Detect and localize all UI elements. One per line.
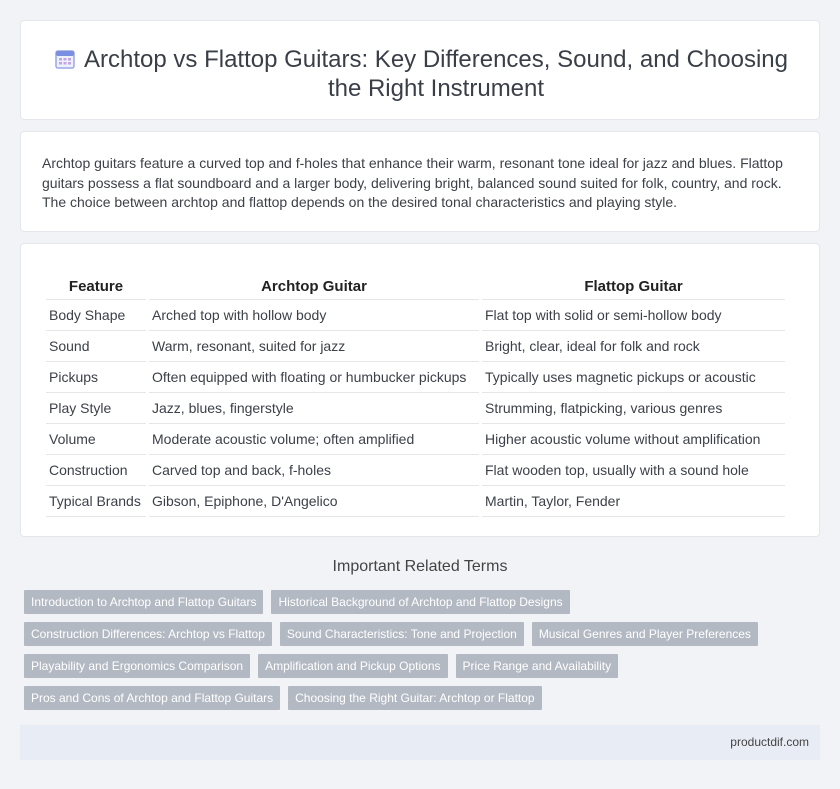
table-cell: Arched top with hollow body [149, 300, 479, 331]
related-terms [24, 590, 824, 718]
table-cell: Carved top and back, f-holes [149, 455, 479, 486]
table-cell: Bright, clear, ideal for folk and rock [482, 331, 785, 362]
related-term-link[interactable]: Musical Genres and Player Preferences [532, 622, 758, 646]
table-cell: Moderate acoustic volume; often amplified [149, 424, 479, 455]
table-cell: Flat top with solid or semi-hollow body [482, 300, 785, 331]
related-term-link[interactable]: Choosing the Right Guitar: Archtop or Flattop [288, 686, 541, 710]
table-row [46, 362, 785, 393]
related-term-link[interactable]: Sound Characteristics: Tone and Projection [280, 622, 524, 646]
related-term-link[interactable]: Amplification and Pickup Options [258, 654, 447, 678]
comparison-card [20, 243, 820, 537]
related-term-link[interactable]: Pros and Cons of Archtop and Flattop Guitars [24, 686, 280, 710]
table-row [46, 455, 785, 486]
table-cell: Pickups [46, 362, 146, 393]
related-term-link[interactable]: Playability and Ergonomics Comparison [24, 654, 250, 678]
header-card [20, 20, 820, 120]
intro-text: Archtop guitars feature a curved top and f-holes that enhance their warm, resonant tone ideal for jazz and blues. Flattop guitars possess a flat soundboard and a larger body, delivering bright, balanced sound suited for folk, country, and rock. The choice between archtop and flattop depends on the desired tonal characteristics and playing style. [42, 155, 783, 210]
intro-card [20, 131, 820, 232]
footer [20, 725, 820, 760]
table-cell: Often equipped with floating or humbucker pickups [149, 362, 479, 393]
table-cell: Warm, resonant, suited for jazz [149, 331, 479, 362]
table-cell: Body Shape [46, 300, 146, 331]
related-term-link[interactable]: Construction Differences: Archtop vs Flattop [24, 622, 272, 646]
column-header: Flattop Guitar [482, 274, 785, 300]
table-cell: Construction [46, 455, 146, 486]
page-title: Archtop vs Flattop Guitars: Key Differences, Sound, and Choosing the Right Instrument [84, 46, 788, 102]
table-cell: Jazz, blues, fingerstyle [149, 393, 479, 424]
table-cell: Typical Brands [46, 486, 146, 517]
table-row [46, 300, 785, 331]
related-term-link[interactable]: Historical Background of Archtop and Flattop Designs [271, 590, 569, 614]
table-cell: Volume [46, 424, 146, 455]
related-terms-title: Important Related Terms [332, 558, 508, 575]
table-cell: Flat wooden top, usually with a sound hole [482, 455, 785, 486]
related-term-link[interactable]: Price Range and Availability [456, 654, 619, 678]
table-cell: Play Style [46, 393, 146, 424]
table-row [46, 486, 785, 517]
column-header: Feature [46, 274, 146, 300]
table-cell: Gibson, Epiphone, D'Angelico [149, 486, 479, 517]
table-cell: Martin, Taylor, Fender [482, 486, 785, 517]
table-cell: Sound [46, 331, 146, 362]
table-cell: Strumming, flatpicking, various genres [482, 393, 785, 424]
table-row [46, 393, 785, 424]
footer-site-link[interactable]: productdif.com [730, 735, 809, 749]
table-row [46, 331, 785, 362]
column-header: Archtop Guitar [149, 274, 479, 300]
table-cell: Typically uses magnetic pickups or acoustic [482, 362, 785, 393]
comparison-table [43, 274, 788, 517]
related-term-link[interactable]: Introduction to Archtop and Flattop Guitars [24, 590, 263, 614]
table-cell: Higher acoustic volume without amplification [482, 424, 785, 455]
table-row [46, 424, 785, 455]
table-header-row [46, 274, 785, 300]
